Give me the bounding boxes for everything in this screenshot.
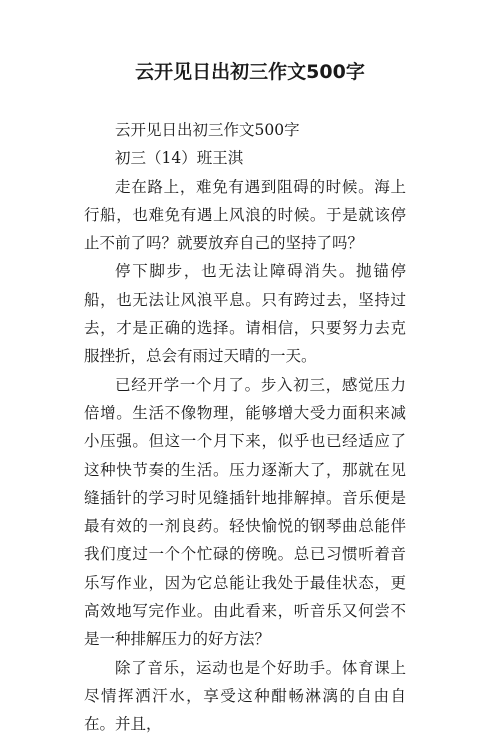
paragraph-subtitle: 云开见日出初三作文500字 <box>115 121 300 139</box>
paragraph: 除了音乐，运动也是个好助手。体育课上尽情挥洒汗水，享受这种酣畅淋漓的自由自在。并且， <box>84 658 406 734</box>
paragraph-author: 初三（14）班王淇 <box>115 149 244 168</box>
paragraph: 走在路上，难免有遇到阻碍的时候。海上行船，也难免有遇上风浪的时候。于是就该停止不前了吗？就要放弃自己的坚持了吗？ <box>84 177 406 253</box>
document-body <box>84 116 406 739</box>
paragraph: 停下脚步，也无法让障碍消失。抛锚停船，也无法让风浪平息。只有跨过去，坚持过去，才是正确的选择。请相信，只要努力去克服挫折，总会有雨过天晴的一天。 <box>84 262 406 366</box>
paragraph: 已经开学一个月了。步入初三，感觉压力倍增。生活不像物理，能够增大受力面积来减小压强。但这一个月下来，似乎也已经适应了这种快节奏的生活。压力逐渐大了，那就在见缝插针的学习时见缝插针地排解掉。音乐便是最有效的一剂良药。轻快愉悦的钢琴曲总能伴我们度过一个个忙碌的傍晚。总已习惯听着音乐写作业，因为它总能让我处于最佳状态，更高效地写完作业。由此看来，听音乐又何尝不是一种排解压力的好方法？ <box>84 375 406 649</box>
document-title: 云开见日出初三作文500字 <box>135 61 365 83</box>
